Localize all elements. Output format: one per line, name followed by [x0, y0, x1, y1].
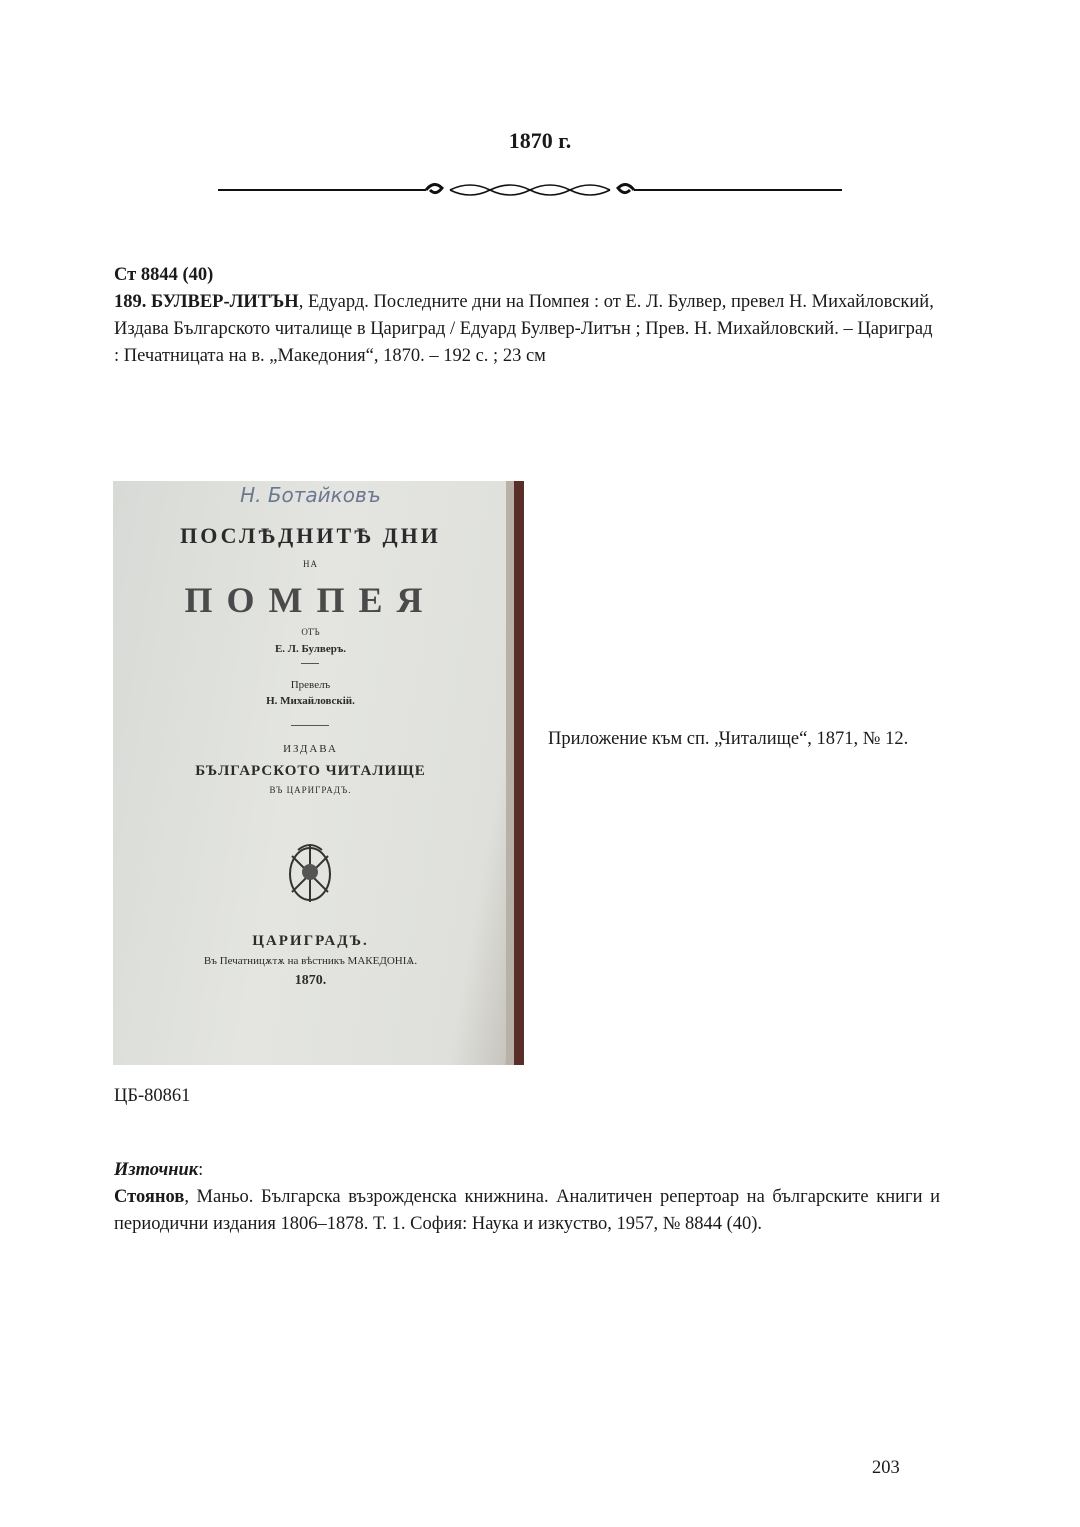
book-publisher: БЪЛГАРСКОТО ЧИТАЛИЩЕ [195, 763, 426, 779]
ornament-rule [291, 725, 329, 726]
photo-caption: Приложение към сп. „Читалище“, 1871, № 12. [548, 729, 909, 749]
book-title-line2: ПОМПЕЯ [184, 580, 437, 620]
book-city: ЦАРИГРАДЪ. [252, 933, 369, 949]
book-author: Е. Л. Булверъ. [274, 643, 347, 655]
book-ot: ОТЪ [301, 627, 320, 637]
book-press: Въ Печатницѫтѫ на вѣстникъ МАКЕДОНІѦ. [203, 955, 418, 967]
source-text: , Маньо. Българска възрожденска книжнина. Аналитичен репертоар на българските книги и периодични издания 1806–1878. Т. 1. София: Наука и изкуство, 1957, № 8844 (40). [114, 1187, 940, 1234]
book-publisher-label: ИЗДАВА [283, 743, 338, 755]
title-page-photo [113, 481, 524, 1065]
source-block [114, 1157, 940, 1238]
book-year: 1870. [294, 973, 327, 988]
source-colon: : [198, 1160, 204, 1180]
entry-description [114, 289, 940, 370]
source-citation [114, 1184, 940, 1238]
source-label: Източник [114, 1160, 199, 1180]
decorative-divider-icon [218, 176, 842, 204]
book-translator: Н. Михайловскій. [266, 695, 355, 707]
entry-author: 189. БУЛВЕР-ЛИТЪН [114, 292, 299, 312]
book-publisher-place: ВЪ ЦАРИГРАДЪ. [269, 785, 352, 795]
page-number: 203 [872, 1458, 900, 1478]
source-author: Стоянов [114, 1187, 185, 1207]
handwritten-signature: Н. Ботайковъ [240, 483, 381, 507]
book-title-na: НА [303, 559, 318, 569]
page-year-heading: 1870 г. [508, 128, 572, 153]
bibliographic-entry [114, 262, 940, 370]
book-translated: Превелъ [290, 679, 331, 691]
book-title-line1: ПОСЛѢДНИТѢ ДНИ [180, 523, 441, 548]
printer-emblem-icon [280, 836, 340, 908]
source-label-line [114, 1157, 940, 1184]
book-spine [514, 481, 524, 1065]
short-rule [301, 663, 319, 664]
entry-text: , Едуард. Последните дни на Помпея : от Е. Л. Булвер, превел Н. Михайловский, Издава Българското читалище в Цариград / Едуард Булвер-Литън ; Прев. Н. Михайловский. – Цариград : Печатницата на в. „Македония“, 1870. – 192 с. ; 23 см [114, 292, 934, 366]
inventory-code: ЦБ-80861 [114, 1086, 191, 1106]
entry-code: Ст 8844 (40) [114, 265, 214, 285]
